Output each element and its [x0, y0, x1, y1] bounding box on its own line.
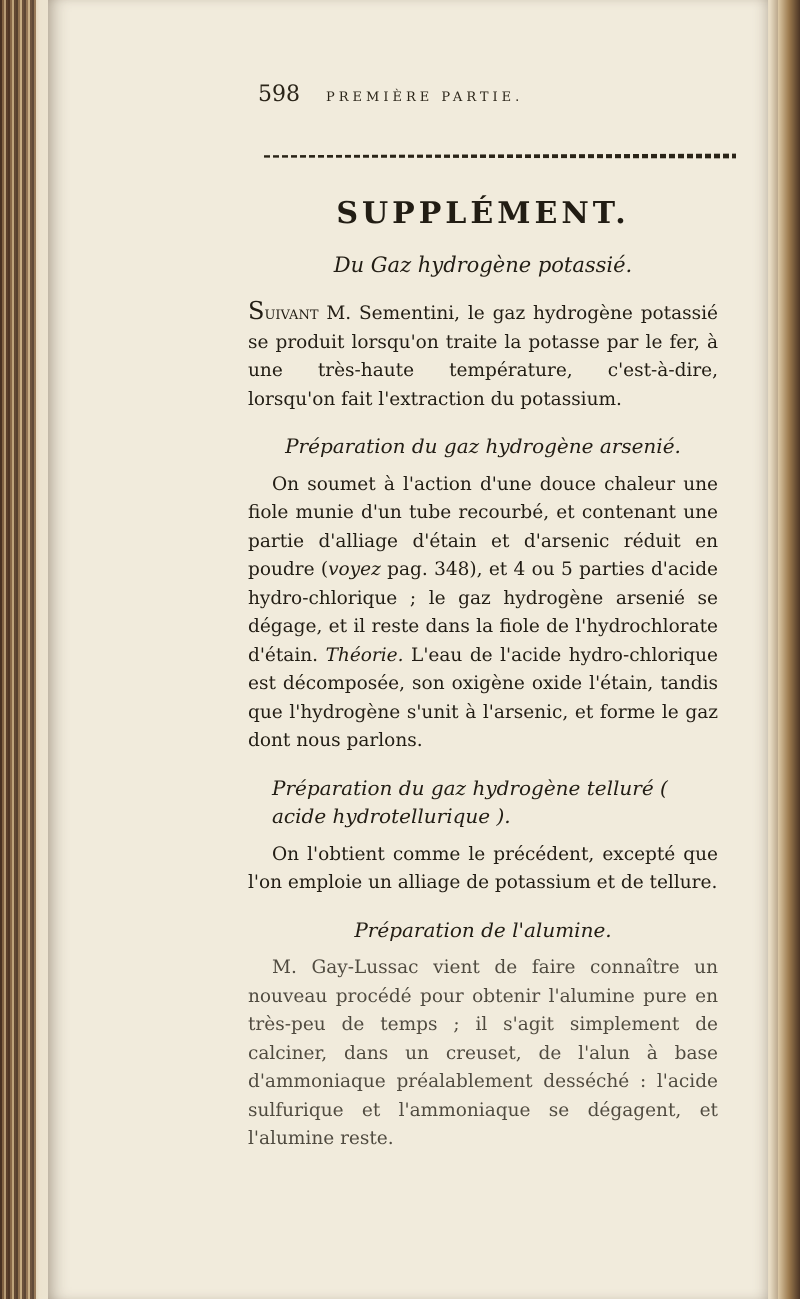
section-title: SUPPLÉMENT. [336, 196, 630, 231]
subtitle: Du Gaz hydrogène potassié. [333, 252, 633, 277]
heading-tellure: Préparation du gaz hydrogène telluré ( acide hydrotellurique ). [272, 775, 668, 828]
italic-theorie: Théorie. [325, 644, 404, 666]
page-body [248, 196, 718, 1154]
book-spine [0, 0, 36, 1299]
heading-alumine: Préparation de l'alumine. [354, 917, 612, 942]
paragraph-alumine: M. Gay-Lussac vient de faire connaître un nouveau procédé pour obtenir l'alumine pure en très-peu de temps ; il s'agit simplement de calciner, dans un creuset, de l'alun à base d'ammoniaque préalablement desséché : l'acide sulfurique et l'ammoniaque se dégagent, et l'alumine reste. [248, 957, 718, 1149]
paragraph-text: M. Sementini, le gaz hydrogène potassié se produit lorsqu'on traite la potasse par le fer, à une très-haute température, c'est-à-dire, lorsqu'on fait l'extraction du potassium. [248, 303, 718, 410]
paragraph-text: On soumet à l'action d'une douce chaleur une fiole munie d'un tube recourbé, et contenant une partie d'alliage d'étain et d'arsenic réduit en poudre ( [248, 473, 718, 580]
page-number: 598 [258, 82, 300, 107]
page-edge [778, 0, 800, 1299]
paragraph-text: L'eau de l'acide hydro-chlorique est décomposée, son oxigène oxide l'étain, tandis que l'hydrogène s'unit à l'arsenic, et forme le gaz dont nous parlons. [248, 644, 718, 751]
paragraph-text: pag. 348), et 4 ou 5 parties d'acide hydro-chlorique ; le gaz hydrogène arsenié se dégage, et il reste dans la fiole de l'hydrochlorate d'étain. [248, 559, 718, 666]
heading-arsenie: Préparation du gaz hydrogène arsenié. [285, 434, 681, 458]
running-head: PREMIÈRE PARTIE. [326, 90, 524, 105]
paragraph-potassie [248, 297, 718, 414]
small-caps-word: uivant [264, 303, 319, 324]
italic-voyez: voyez [328, 559, 381, 580]
paragraph-tellure: On l'obtient comme le précédent, excepté que l'on emploie un alliage de potassium et de tellure. [248, 843, 718, 893]
drop-cap: S [248, 297, 265, 325]
paragraph-arsenie [248, 471, 718, 756]
